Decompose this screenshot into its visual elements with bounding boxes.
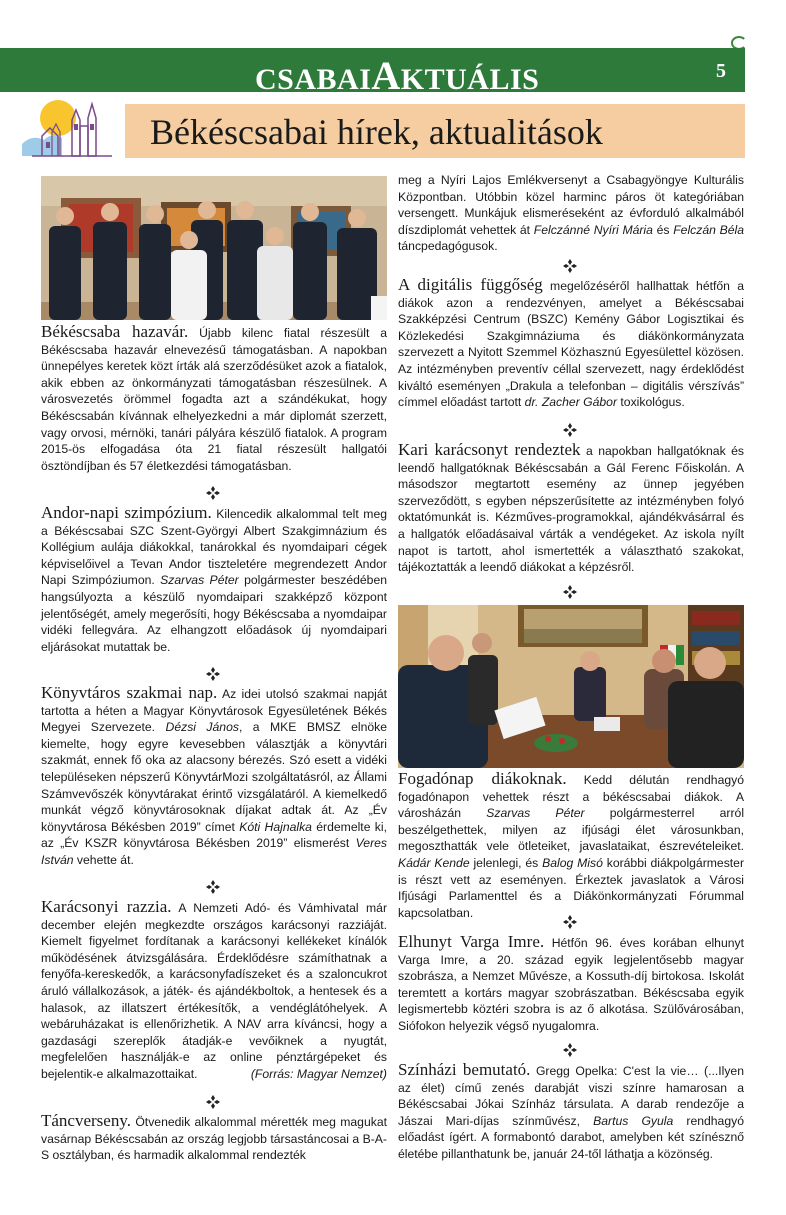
person-name: Kóti Hajnalka	[239, 819, 312, 834]
meeting-photo	[398, 605, 744, 768]
person-name: Szarvas Péter	[486, 806, 585, 821]
article-heading: Elhunyt Varga Imre.	[398, 932, 545, 951]
article-bekescsaba-hazavar	[41, 324, 387, 474]
article-heading: Színházi bemutató.	[398, 1060, 531, 1079]
article-heading: Békéscsaba hazavár.	[41, 322, 189, 341]
article-fogadonap-diakoknak: Fogadónap diákoknak. Kedd délután rendhagyó fogadónapon vehettek részt a békéscsabai diákok. A városházán Szarvas Péter polgármesterrel arról beszélgethettek, milyen az ifjúsági élet városunkban, megoszthatták vele ötleteiket, javaslataikat, észrevételeiket. Kádár Kende jelenlegi, és Balog Misó korábbi diákpolgármester is részt vett az eseményen. Érkeztek javaslatok a Városi Ifjúsági Parlamenttel és a Diákönkormányzati Fórummal kapcsolatban.	[398, 769, 745, 920]
person-name: Dézsi János	[165, 720, 239, 735]
article-heading: Karácsonyi razzia.	[41, 897, 172, 916]
article-heading: Könyvtáros szakmai nap.	[41, 683, 218, 702]
person-name: Veres István	[41, 836, 387, 867]
article-body: Újabb kilenc fiatal részesült a Békéscsaba hazavár elnevezésű támogatásban. A napokban ünnepélyes keretek közt írták alá szerződésüket azok a fiatalok, akik ebben az önkormányzati támogatásban részesülnek. A városvezetés örömmel fogadta azt a szándékukat, hogy Békéscsabán kívánnak elhelyezkedni a már diplomát szerzett, vagy orvosi, mérnöki, tanári pályára készülő fiatalok. A program 2015-ös elfogadása óta 21 fiatal részesült hallgatói ösztöndíjban és 57 életkezdési támogatásban.	[41, 326, 388, 473]
ornament-separator-icon	[563, 423, 577, 437]
ornament-separator-icon	[563, 915, 577, 929]
page-title: CSABAIAKTUÁLIS	[255, 53, 540, 98]
article-kari-karacsony: Kari karácsonyt rendeztek a napokban hallgatóknak és leendő hallgatóknak Békéscsabán a Gál Ferenc Főiskolán. A másodszor megtartott esemény az ünnep jegyében szerveződött, s egyben népszerűsítette az intézményben folyó oktatómunkát is. Kézműves-programokkal, ajándékvásárral és a hallgatók előadásaival várták a vendégeket. Az iskola nyílt napot is tartott, ahol ismertették a választható szakokat, tájékoztatták a leendő diákokat a képzésről.	[398, 440, 744, 575]
person-name: Szarvas Péter	[160, 573, 239, 588]
ornament-separator-icon	[206, 880, 220, 894]
ornament-separator-icon	[563, 585, 577, 599]
person-name: Balog Misó	[542, 855, 603, 870]
person-name: Felczán Béla	[673, 222, 744, 237]
section-title: Békéscsabai hírek, aktualitások	[150, 112, 603, 152]
ornament-separator-icon	[206, 486, 220, 500]
group-photo	[41, 176, 387, 320]
person-name: dr. Zacher Gábor	[524, 395, 618, 410]
article-elhunyt-varga-imre: Elhunyt Varga Imre. Hétfőn 96. éves korában elhunyt Varga Imre, a 20. század egyik legjelentősebb magyar szobrásza, a Nemzet Művésze, a Kossuth-díj birtokosa. Iskolát teremtett a kortárs magyar szobrászatban. Békéscsaba egyik legismertebb köztéri szobra is az ő alkotása. Szülővárosában, Siófokon helyezik végső nyugalomra.	[398, 932, 744, 1033]
article-heading: Táncverseny.	[41, 1111, 131, 1130]
source-credit: (Forrás: Magyar Nemzet)	[250, 1066, 387, 1081]
ornament-separator-icon	[206, 1095, 220, 1109]
ornament-separator-icon	[206, 667, 220, 681]
person-name: Bartus Gyula	[593, 1113, 674, 1128]
article-karacsonyi-razzia: Karácsonyi razzia. A Nemzeti Adó- és Vámhivatal már december elején megkezdte országos karácsonyi razziáját. Kiemelt figyelmet fordítanak a karácsonyi kellékeket kínálók működésének átvizsgálására. Érdeklődésre számíthatnak a fenyőfa-kereskedők, a karácsonyfadíszeket és a szaloncukrot áruló vállalkozások, a játék- és ajándékboltok, a hentesek és a halasok, az illatszert értékesítők, a vendéglátóhelyek. A webáruházakat is ellenőrizhetik. A NAV arra kíváncsi, hogy a gazdasági szereplők átadják-e vevőiknek a nyugtát, megfelelően használják-e az online pénztárgépeket és bejelentik-e alkalmazottaikat. (Forrás: Magyar Nemzet)	[41, 897, 388, 1081]
article-heading: Andor-napi szimpózium.	[41, 503, 212, 522]
page-number: 5	[716, 60, 726, 82]
ornament-separator-icon	[563, 259, 577, 273]
article-heading: Fogadónap diákoknak.	[398, 769, 567, 788]
article-heading: Kari karácsonyt rendeztek	[398, 440, 581, 459]
article-tancverseny-continued: meg a Nyíri Lajos Emlékversenyt a Csabagyöngye Kulturális Központban. Utóbbin közel harminc páros öt kategóriában versengett. Munkájuk elismeréseként az évforduló alkalmából díszdiplomát vehettek át Felczánné Nyíri Mária és Felczán Béla táncpedagógusok.	[398, 173, 744, 254]
article-heading: A digitális függőség	[398, 275, 543, 294]
article-digitalis-fuggoseg: A digitális függőség megelőzéséről hallhattak hétfőn a diákok azon a rendezvényen, amelyet a Békéscsabai Szakképzési Centrum (BSZC) Kemény Gábor Logisztikai és Közlekedési Szakgimnáziuma és diákönkormányzata szervezett a Nyitott Szemmel Közhasznú Egyesülettel közösen. Az intézményben preventív céllal szervezett, nagy érdeklődést kiváltó eseményen „Drakula a telefonban – digitális vérszívás” címmel előadást tartott dr. Zacher Gábor toxikológus.	[398, 275, 744, 410]
ornament-separator-icon	[563, 1043, 577, 1057]
person-name: Felczánné Nyíri Mária	[533, 222, 653, 237]
article-konyvtaros-szakmai-nap: Könyvtáros szakmai nap. Az idei utolsó szakmai napját tartotta a héten a Magyar Könyvtárosok Egyesületének Békés Megyei Szervezete. Dézsi János, a MKE BMSZ elnöke kiemelte, hogy egyre kevesebben választják a könyvtári szakmát, ennek fő oka az alacsony bérezés. Szó esett a vidéki településeken népszerű KönyvtárMozi szolgáltatásról, az Állami Számvevőszék könyvtárakat érintő vizsgálatáról. A kiemelkedő munkát végző könyvtárosoknak díjakat adtak át. Az „Év könyvtárosa Békésben 2019” címet Kóti Hajnalka érdemelte ki, az „Év KSZR könyvtárosa Békésben 2019” elismerést Veres István vehette át.	[41, 683, 388, 867]
article-andor-napi-szimpozium: Andor-napi szimpózium. Kilencedik alkalommal telt meg a Békéscsabai SZC Szent-Györgyi Albert Szakgimnázium és Kollégium aulája diákokkal, tanárokkal és nyomdaipari cégek képviselőivel a Tevan Andor tiszteletére megrendezett Andor Napi Szimpóziumon. Szarvas Péter polgármester beszédében hangsúlyozta a készülő nyomdaipari szakképző központ jelentőségét, amely megerősíti, hogy Békéscsaba a nyomdaipar vidéki fellegvára. Az elhangzott előadások új nyomdaipari eljárásokat mutattak be.	[41, 503, 388, 654]
church-logo-icon	[22, 96, 122, 166]
article-tancverseny: Táncverseny. Ötvenedik alkalommal mérették meg magukat vasárnap Békéscsabán az ország legjobb társastáncosai a B-A-S osztályban, és harmadik alkalommal rendezték	[41, 1111, 387, 1163]
article-szinhazi-bemutato: Színházi bemutató. Gregg Opelka: C'est la vie… (...Ilyen az élet) című zenés darabját viszi színre hamarosan a Békéscsabai Jókai Színház társulata. A darab rendezője a Jászai Mari-díjas színművész, Bartus Gyula rendhagyó előadást ígért. A formabontó darabot, amelyben két színésznő életébe pillanthatunk be, január 24-től láthatja a közönség.	[398, 1060, 744, 1161]
person-name: Kádár Kende	[398, 855, 470, 870]
